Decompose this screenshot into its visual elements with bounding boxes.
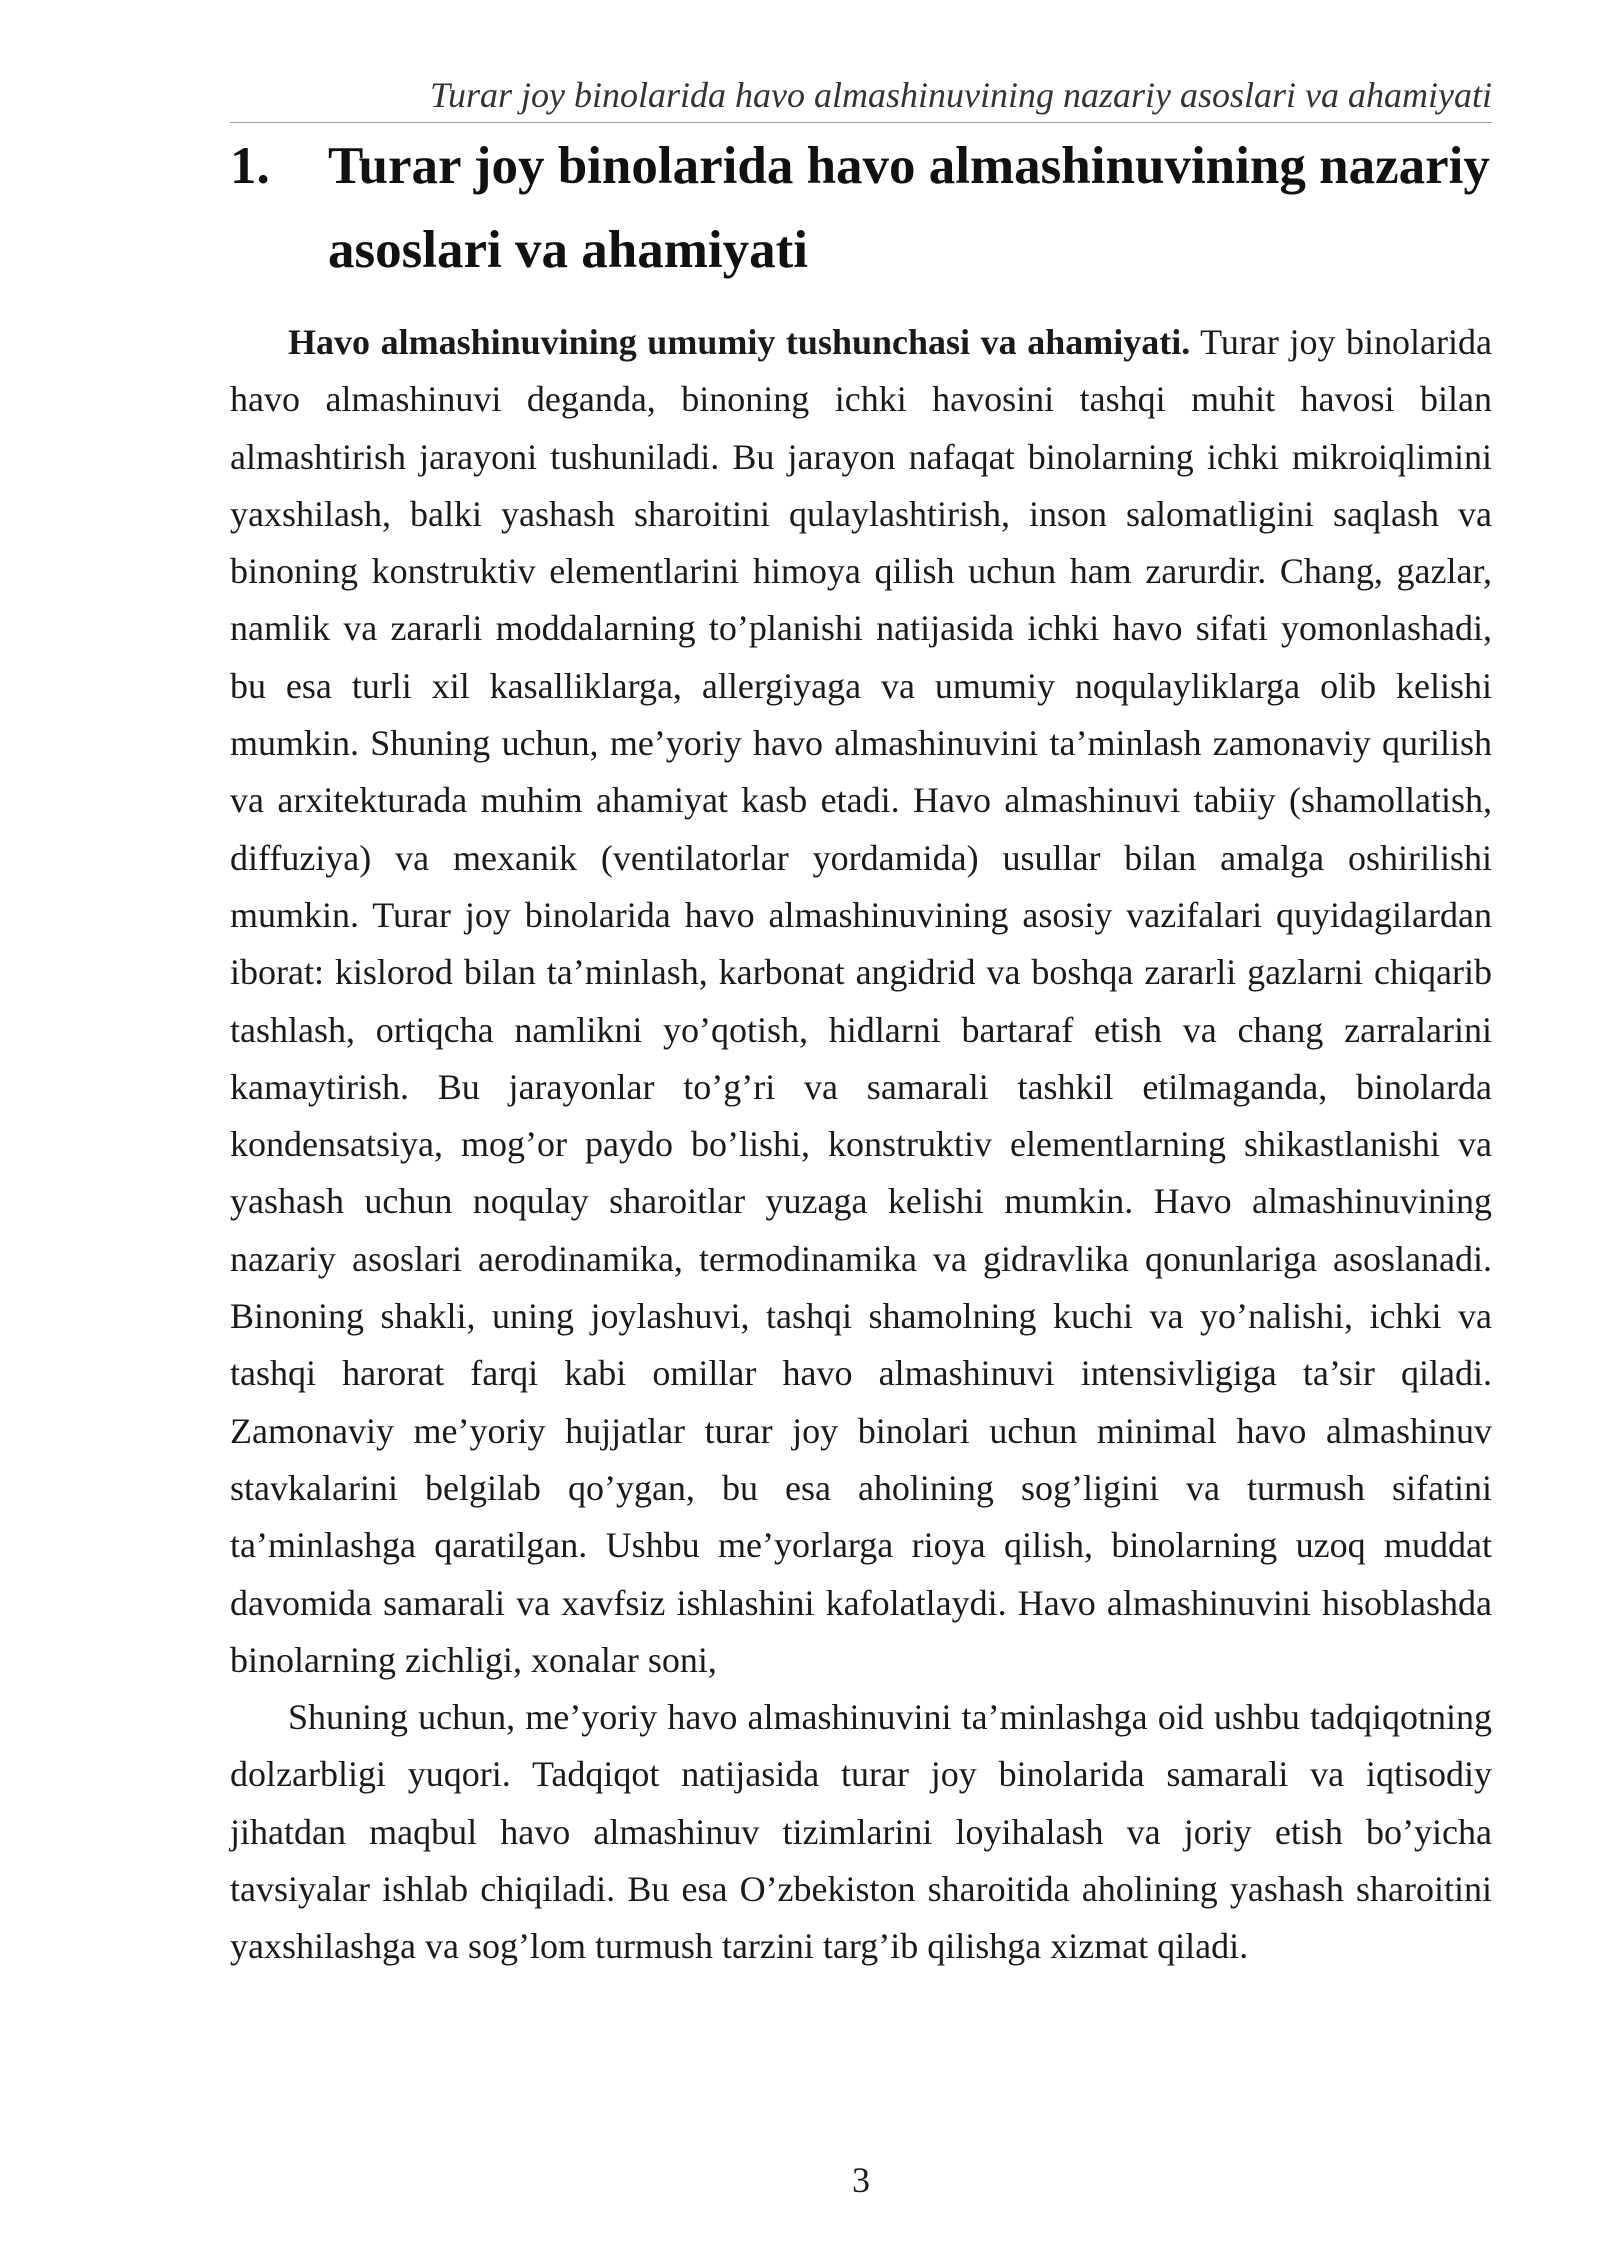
paragraph-lead: Havo almashinuvining umumiy tushunchasi va ahamiyati. [288, 322, 1191, 362]
paragraph-text: Turar joy binolarida havo almashinuvi deganda, binoning ichki havosini tashqi muhit havosi bilan almashtirish jarayoni tushuniladi. Bu jarayon nafaqat binolarning ichki mikroiqlimini yaxshilash, balki yashash sharoitini qulaylashtirish, inson salomatligini saqlash va binoning konstruktiv elementlarini himoya qilish uchun ham zarurdir. Chang, gazlar, namlik va zararli moddalarning to’planishi natijasida ichki havo sifati yomonlashadi, bu esa turli xil kasalliklarga, allergiyaga va umumiy noqulayliklarga olib kelishi mumkin. Shuning uchun, me’yoriy havo almashinuvini ta’minlash zamonaviy qurilish va arxitekturada muhim ahamiyat kasb etadi. Havo almashinuvi tabiiy (shamollatish, diffuziya) va mexanik (ventilatorlar yordamida) usullar bilan amalga oshirilishi mumkin. Turar joy binolarida havo almashinuvining asosiy vazifalari quyidagilardan iborat: kislorod bilan ta’minlash, karbonat angidrid va boshqa zararli gazlarni chiqarib tashlash, ortiqcha namlikni yo’qotish, hidlarni bartaraf etish va chang zarralarini kamaytirish. Bu jarayonlar to’g’ri va samarali tashkil etilmaganda, binolarda kondensatsiya, mog’or paydo bo’lishi, konstruktiv elementlarning shikastlanishi va yashash uchun noqulay sharoitlar yuzaga kelishi mumkin. Havo almashinuvining nazariy asoslari aerodinamika, termodinamika va gidravlika qonunlariga asoslanadi. Binoning shakli, uning joylashuvi, tashqi shamolning kuchi va yo’nalishi, ichki va tashqi harorat farqi kabi omillar havo almashinuvi intensivligiga ta’sir qiladi. Zamonaviy me’yoriy hujjatlar turar joy binolari uchun minimal havo almashinuv stavkalarini belgilab qo’ygan, bu esa aholining sog’ligini va turmush sifatini ta’minlashga qaratilgan. Ushbu me’yorlarga rioya qilish, binolarning uzoq muddat davomida samarali va xavfsiz ishlashini kafolatlaydi. Havo almashinuvini hisoblashda binolarning zichligi, xonalar soni, [230, 322, 1493, 1680]
chapter-number: 1. [230, 137, 270, 195]
paragraph-1 [230, 314, 1492, 1689]
running-header-title: Turar joy binolarida havo almashinuvining nazariy asoslari va ahamiyati [429, 75, 1492, 115]
running-header [230, 72, 1492, 123]
body-text [230, 314, 1492, 1976]
paragraph-2 [230, 1689, 1492, 1975]
paragraph-text: Shuning uchun, me’yoriy havo almashinuvini ta’minlashga oid ushbu tadqiqotning dolzarbligi yuqori. Tadqiqot natijasida turar joy binolarida samarali va iqtisodiy jihatdan maqbul havo almashinuv tizimlarini loyihalash va joriy etish bo’yicha tavsiyalar ishlab chiqiladi. Bu esa O’zbekiston sharoitida aholining yashash sharoitini yaxshilashga va sog’lom turmush tarzini targ’ib qilishga xizmat qiladi. [230, 1697, 1492, 1967]
page-number: 3 [852, 2160, 870, 2200]
chapter-title: Turar joy binolarida havo almashinuvining nazariy asoslari va ahamiyati [328, 137, 1490, 279]
chapter-heading [230, 124, 1492, 292]
